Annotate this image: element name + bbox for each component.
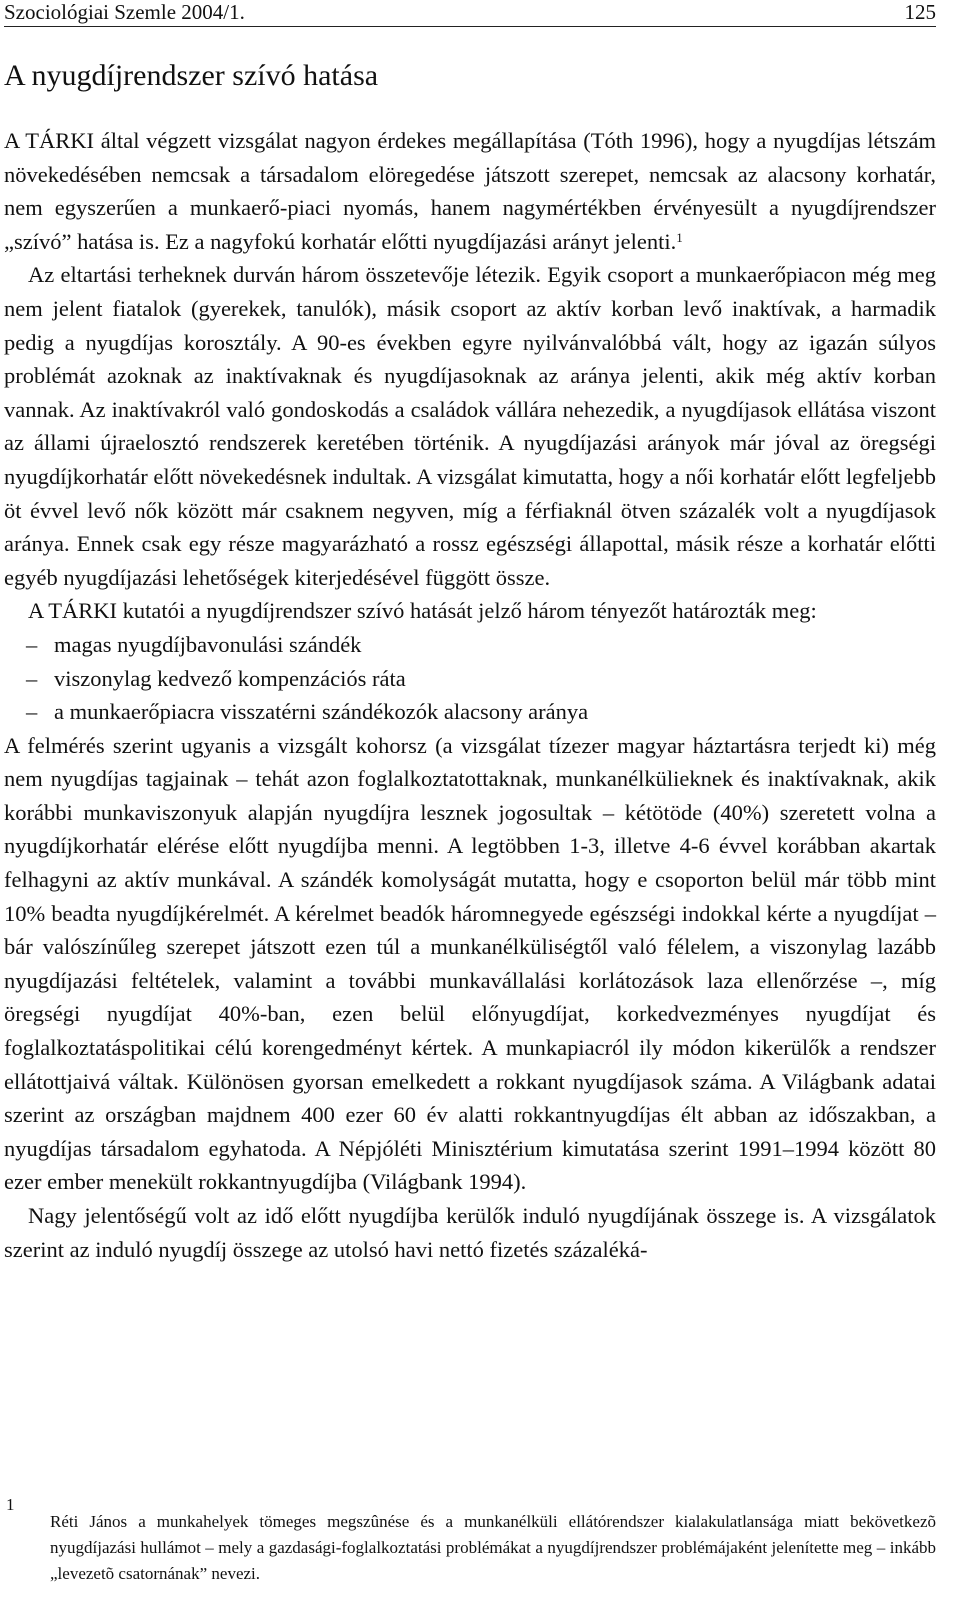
- article-body: [4, 124, 936, 1266]
- paragraph-2: Az eltartási terheknek durván három összetevője létezik. Egyik csoport a munkaerőpiacon még meg nem jelent fiatalok (gyerekek, tanulók), másik csoport az aktív korban levő inaktívak, a harmadik pedig a nyugdíjas korosztály. A 90-es években egyre nyilvánvalóbbá vált, hogy az igazán súlyos problémát azoknak az inaktívaknak és nyugdíjasoknak az aránya jelenti, akik még aktív korban vannak. Az inaktívakról való gondoskodás a családok vállára nehezedik, a nyugdíjasok ellátása viszont az állami újraelosztó rendszerek keretében történik. A nyugdíjazási arányok már jóval az öregségi nyugdíjkorhatár előtt növekedésnek indultak. A vizsgálat kimutatta, hogy a női korhatár előtt legfeljebb öt évvel levő nők között már csaknem negyven, míg a férfiaknál ötven százalék volt a nyugdíjasok aránya. Ennek csak egy része magyarázható a rossz egészségi állapottal, másik része a korhatár előtti egyéb nyugdíjazási lehetőségek kiterjedésével függött össze.: [4, 262, 936, 590]
- list-item-text: viszonylag kedvező kompenzációs ráta: [54, 665, 406, 691]
- footnote-number: 1: [6, 1495, 15, 1514]
- bullet-dash: –: [26, 631, 38, 657]
- journal-title: Szociológiai Szemle 2004/1.: [4, 0, 245, 24]
- running-header: [4, 0, 936, 27]
- page-number: 125: [904, 0, 936, 24]
- footnote-ref: 1: [676, 229, 683, 245]
- list-item: [4, 662, 936, 696]
- list-item: [4, 695, 936, 729]
- list-item: [4, 628, 936, 662]
- list-item-text: a munkaerőpiacra visszatérni szándékozók alacsony aránya: [54, 699, 589, 725]
- paragraph-1-text: A TÁRKI által végzett vizsgálat nagyon érdekes megállapítása (Tóth 1996), hogy a nyugdíjas létszám növekedésében nemcsak a társadalom elöregedése játszott szerepet, nemcsak az alacsony korhatár, nem egyszerűen a munkaerő-piaci nyomás, hanem nagymértékben érvényesült a nyugdíjrendszer „szívó” hatása is. Ez a nagyfokú korhatár előtti nyugdíjazási arányt jelenti.: [4, 128, 936, 254]
- section-title: A nyugdíjrendszer szívó hatása: [4, 59, 379, 92]
- paragraph-4: A felmérés szerint ugyanis a vizsgált kohorsz (a vizsgálat tízezer magyar háztartásra terjedt ki) még nem nyugdíjas tagjainak – tehát azon foglalkoztatottaknak, munkanélkülieknek és inaktívaknak, akik korábbi munkaviszonyuk alapján nyugdíjra lesznek jogosultak – kétötöde (40%) szeretett volna a nyugdíjkorhatár elérése előtt nyugdíjba menni. A legtöbben 1-3, illetve 4-6 évvel korábban akartak felhagyni az aktív munkával. A szándék komolyságát mutatta, hogy e csoporton belül már több mint 10% beadta nyugdíjkérelmét. A kérelmet beadók háromnegyede egészségi indokkal kérte a nyugdíjat – bár valószínűleg szerepet játszott ezen túl a munkanélküliségtől való félelem, a viszonylag lazább nyugdíjazási feltételek, valamint a további munkavállalási korlátozások laza ellenőrzése –, míg öregségi nyugdíjat 40%-ban, ezen belül előnyugdíjat, korkedvezményes nyugdíjat és foglalkoztatáspolitikai célú korengedményt kértek. A munkapiacról ily módon kikerülők a rendszer ellátottjaivá váltak. Különösen gyorsan emelkedett a rokkant nyugdíjasok száma. A Világbank adatai szerint az országban majdnem 400 ezer 60 év alatti rokkantnyugdíjas élt abban az időszakban, a nyugdíjas társadalom egyhatoda. A Népjóléti Minisztérium kimutatása szerint 1991–1994 között 80 ezer ember menekült rokkantnyugdíjba (Világbank 1994).: [4, 732, 936, 1195]
- paragraph-5: Nagy jelentőségű volt az idő előtt nyugdíjba kerülők induló nyugdíjának összege is. A vizsgálatok szerint az induló nyugdíj összege az utolsó havi nettó fizetés százaléká-: [4, 1203, 936, 1262]
- paragraph-3: A TÁRKI kutatói a nyugdíjrendszer szívó hatását jelző három tényezőt határozták meg:: [28, 598, 817, 624]
- list-item-text: magas nyugdíjbavonulási szándék: [54, 631, 362, 657]
- footnote: [4, 1492, 936, 1604]
- paragraph-1: [4, 124, 936, 258]
- bullet-dash: –: [26, 665, 38, 691]
- footnote-text: Réti János a munkahelyek tömeges megszûnése és a munkanélküli ellátórendszer kialakulatlansága miatt bekövetkezõ nyugdíjazási hullámot – mely a gazdasági-foglalkoztatási problémákat a nyugdíjrendszer problémájaként jelenítette meg – inkább „levezetõ csatornának” nevezi.: [50, 1512, 936, 1583]
- bullet-dash: –: [26, 699, 38, 725]
